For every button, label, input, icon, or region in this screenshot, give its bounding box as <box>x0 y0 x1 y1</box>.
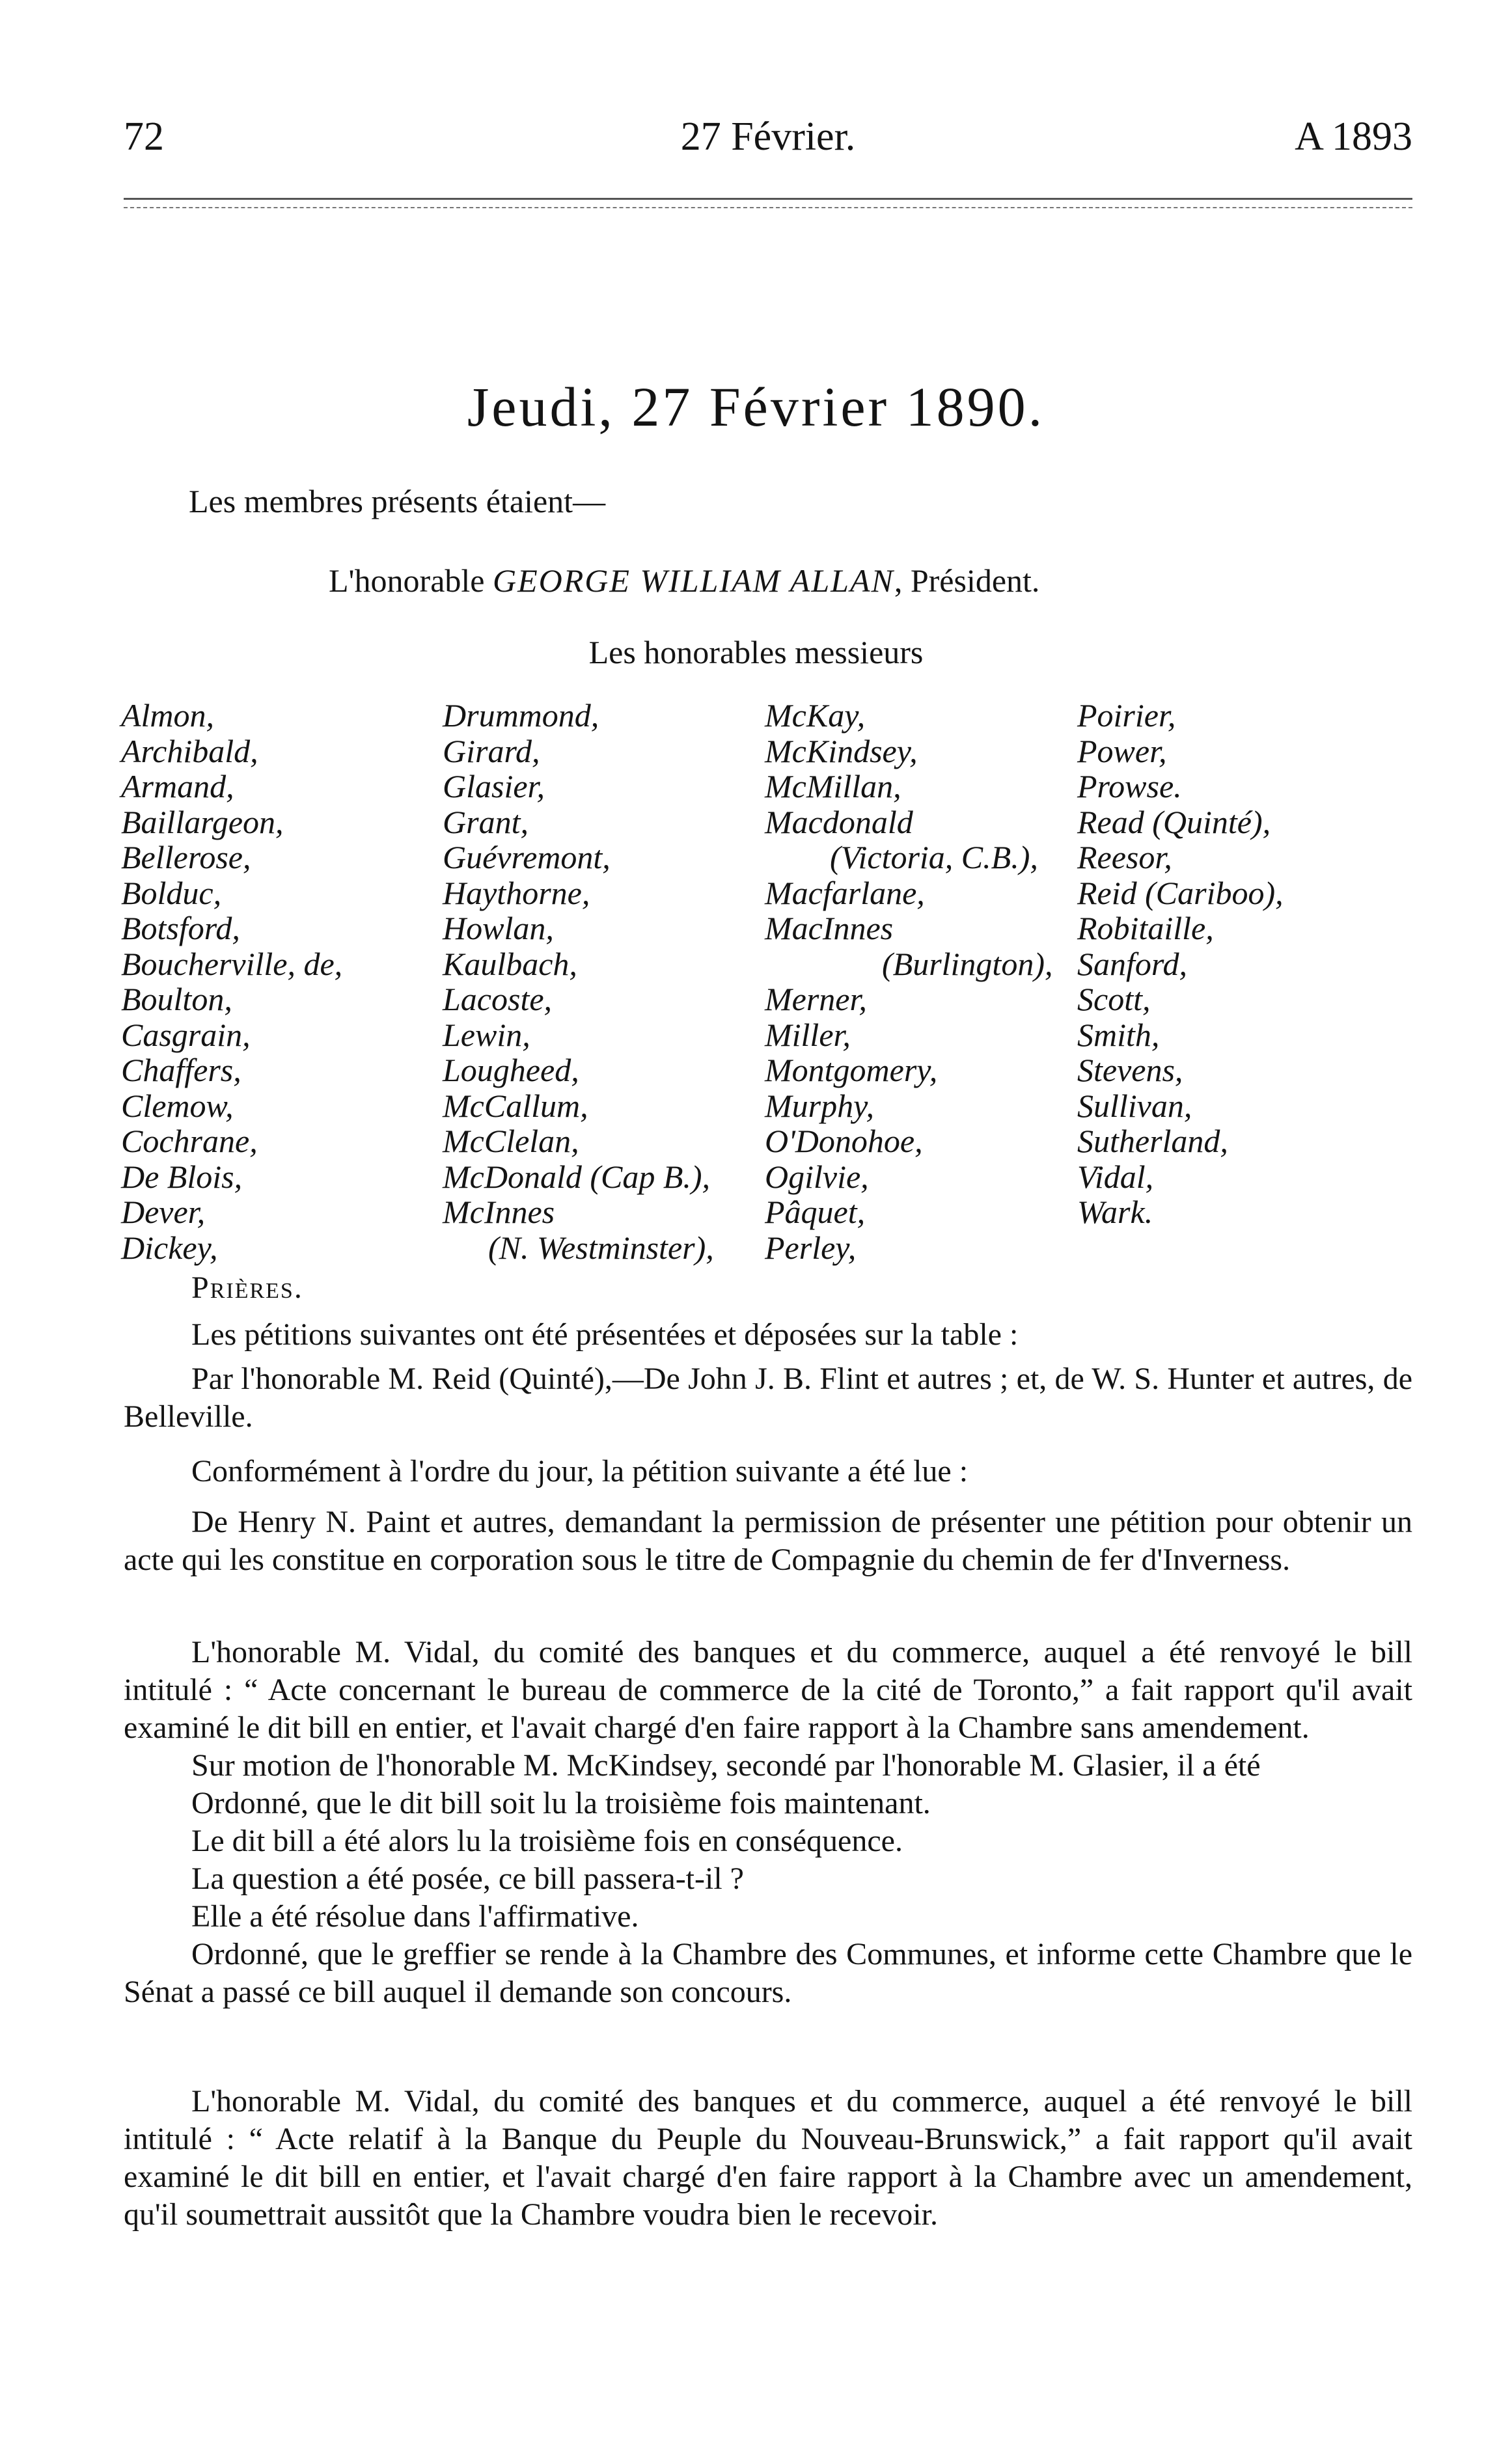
member-name: Almon, <box>121 697 215 734</box>
president-prefix: L'honorable <box>329 562 485 599</box>
member-name: Perley, <box>765 1229 857 1266</box>
member-name: Scott, <box>1077 981 1151 1017</box>
present-intro: Les membres présents étaient— <box>189 483 606 519</box>
member-name: Vidal, <box>1077 1158 1154 1195</box>
member-name: McKindsey, <box>765 732 918 769</box>
member-name: Sullivan, <box>1077 1087 1192 1124</box>
member-name: Dickey, <box>121 1229 218 1266</box>
toronto-bill-section <box>124 1634 1412 2011</box>
member-name: Bolduc, <box>121 874 222 911</box>
member-name: Montgomery, <box>765 1052 938 1088</box>
prieres-label: Prières. <box>191 1270 303 1305</box>
member-name: Murphy, <box>765 1087 875 1124</box>
member-name: Bellerose, <box>121 839 251 875</box>
header-rule <box>124 198 1412 200</box>
member-name: Archibald, <box>121 732 258 769</box>
reid-petitions-paragraph <box>124 1360 1412 1436</box>
member-name: Sanford, <box>1077 945 1187 982</box>
member-name: Grant, <box>443 803 529 840</box>
members-column-4 <box>1077 698 1284 1265</box>
member-name: Casgrain, <box>121 1016 251 1053</box>
page-number: 72 <box>124 115 164 159</box>
member-name: Boulton, <box>121 981 232 1017</box>
member-name: Lewin, <box>443 1016 530 1053</box>
header-date: 27 Février. <box>680 115 856 159</box>
member-name: Baillargeon, <box>121 803 284 840</box>
member-name: Ogilvie, <box>765 1158 869 1195</box>
member-name: Girard, <box>443 732 540 769</box>
header-year: A 1893 <box>1295 115 1412 159</box>
member-name: Chaffers, <box>121 1052 241 1088</box>
member-name: Lacoste, <box>443 981 553 1017</box>
reid-petitions: Par l'honorable M. Reid (Quinté),—De John J. B. Flint et autres ; et, de W. S. Hunter et autres, de Belleville. <box>124 1362 1412 1434</box>
member-name: Stevens, <box>1077 1052 1183 1088</box>
member-name: Howlan, <box>443 910 554 946</box>
member-name: Reid (Cariboo), <box>1077 874 1284 911</box>
toronto-bill-motion: Sur motion de l'honorable M. McKindsey, secondé par l'honorable M. Glasier, il a été <box>191 1748 1261 1783</box>
ordre-du-jour-paragraph <box>124 1453 1412 1490</box>
member-name: Pâquet, <box>765 1194 866 1230</box>
member-name: Power, <box>1077 732 1167 769</box>
member-name: (N. Westminster), <box>488 1229 714 1266</box>
president-name: GEORGE WILLIAM ALLAN <box>492 562 894 599</box>
toronto-bill-report: L'honorable M. Vidal, du comité des banques et du commerce, auquel a été renvoyé le bill intitulé : “ Acte concernant le bureau de commerce de la cité de Toronto,” a fait rapport qu'il avait examiné le dit bill en entier, et l'avait chargé d'en faire rapport à la Chambre sans amendement. <box>124 1635 1412 1745</box>
member-name: Read (Quinté), <box>1077 803 1271 840</box>
member-name: Glasier, <box>443 768 545 804</box>
member-name: Poirier, <box>1077 697 1176 734</box>
member-name: Kaulbach, <box>443 945 577 982</box>
member-name: Drummond, <box>443 697 599 734</box>
member-name: Botsford, <box>121 910 240 946</box>
president-line <box>329 561 1039 600</box>
member-name <box>1077 1230 1284 1266</box>
toronto-bill-third-reading: Le dit bill a été alors lu la troisième fois en conséquence. <box>191 1824 903 1858</box>
toronto-bill-resolved: Elle a été résolue dans l'affirmative. <box>191 1899 639 1934</box>
member-name: Smith, <box>1077 1016 1160 1053</box>
member-name: Macdonald <box>765 803 913 840</box>
member-name: Sutherland, <box>1077 1123 1228 1159</box>
member-name: Dever, <box>121 1194 206 1230</box>
member-name: Prowse. <box>1077 768 1182 804</box>
prieres-heading <box>124 1269 1412 1307</box>
member-name: Lougheed, <box>443 1052 579 1088</box>
members-column-2 <box>443 698 714 1265</box>
member-name: Armand, <box>121 768 234 804</box>
member-name: McKay, <box>765 697 866 734</box>
member-name: McCallum, <box>443 1087 588 1124</box>
member-name: (Burlington), <box>882 945 1053 982</box>
sitting-title: Jeudi, 27 Février 1890. <box>467 376 1045 438</box>
ordre-du-jour: Conformément à l'ordre du jour, la pétition suivante a été lue : <box>191 1454 969 1488</box>
member-name: Clemow, <box>121 1087 234 1124</box>
member-name: Macfarlane, <box>765 874 925 911</box>
member-name: McMillan, <box>765 768 901 804</box>
member-name: Merner, <box>765 981 867 1017</box>
member-name: McDonald (Cap B.), <box>443 1158 711 1195</box>
banque-bill-report: L'honorable M. Vidal, du comité des banques et du commerce, auquel a été renvoyé le bill intitulé : “ Acte relatif à la Banque du Peuple du Nouveau-Brunswick,” a fait rapport qu'il avait examiné le dit bill en entier, et l'avait chargé d'en faire rapport à la Chambre avec un amendement, qu'il soumettrait aussitôt que la Chambre voudra bien le recevoir. <box>124 2084 1412 2232</box>
member-name: Cochrane, <box>121 1123 258 1159</box>
member-name: MacInnes <box>765 910 894 946</box>
paint-petition-paragraph <box>124 1503 1412 1579</box>
running-header <box>124 111 1412 163</box>
member-name: Robitaille, <box>1077 910 1214 946</box>
member-name: (Victoria, C.B.), <box>830 839 1038 875</box>
president-suffix: , Président. <box>894 562 1040 599</box>
member-name: Guévremont, <box>443 839 611 875</box>
member-name: McClelan, <box>443 1123 579 1159</box>
toronto-bill-clerk-order: Ordonné, que le greffier se rende à la Chambre des Communes, et informe cette Chambre que le Sénat a passé ce bill auquel il demande son concours. <box>124 1937 1412 2009</box>
member-name: O'Donohoe, <box>765 1123 923 1159</box>
member-name: Haythorne, <box>443 874 590 911</box>
toronto-bill-question: La question a été posée, ce bill passera-t-il ? <box>191 1861 744 1896</box>
member-name: Miller, <box>765 1016 851 1053</box>
member-name: Wark. <box>1077 1194 1153 1230</box>
member-name: Boucherville, de, <box>121 945 343 982</box>
petitions-intro: Les pétitions suivantes ont été présentées et déposées sur la table : <box>191 1317 1019 1352</box>
member-name: Reesor, <box>1077 839 1172 875</box>
members-column-1 <box>121 698 342 1265</box>
paint-petition: De Henry N. Paint et autres, demandant la permission de présenter une pétition pour obtenir un acte qui les constitue en corporation sous le titre de Compagnie du chemin de fer d'Inverness. <box>124 1505 1412 1577</box>
petitions-intro-paragraph <box>124 1316 1412 1354</box>
honorables-heading: Les honorables messieurs <box>588 634 924 670</box>
member-name: McInnes <box>443 1194 555 1230</box>
toronto-bill-ordered: Ordonné, que le dit bill soit lu la troisième fois maintenant. <box>191 1786 931 1820</box>
banque-bill-paragraph <box>124 2083 1412 2234</box>
header-rule-dashed <box>124 207 1412 208</box>
member-name: De Blois, <box>121 1158 243 1195</box>
members-column-3 <box>765 698 1052 1265</box>
